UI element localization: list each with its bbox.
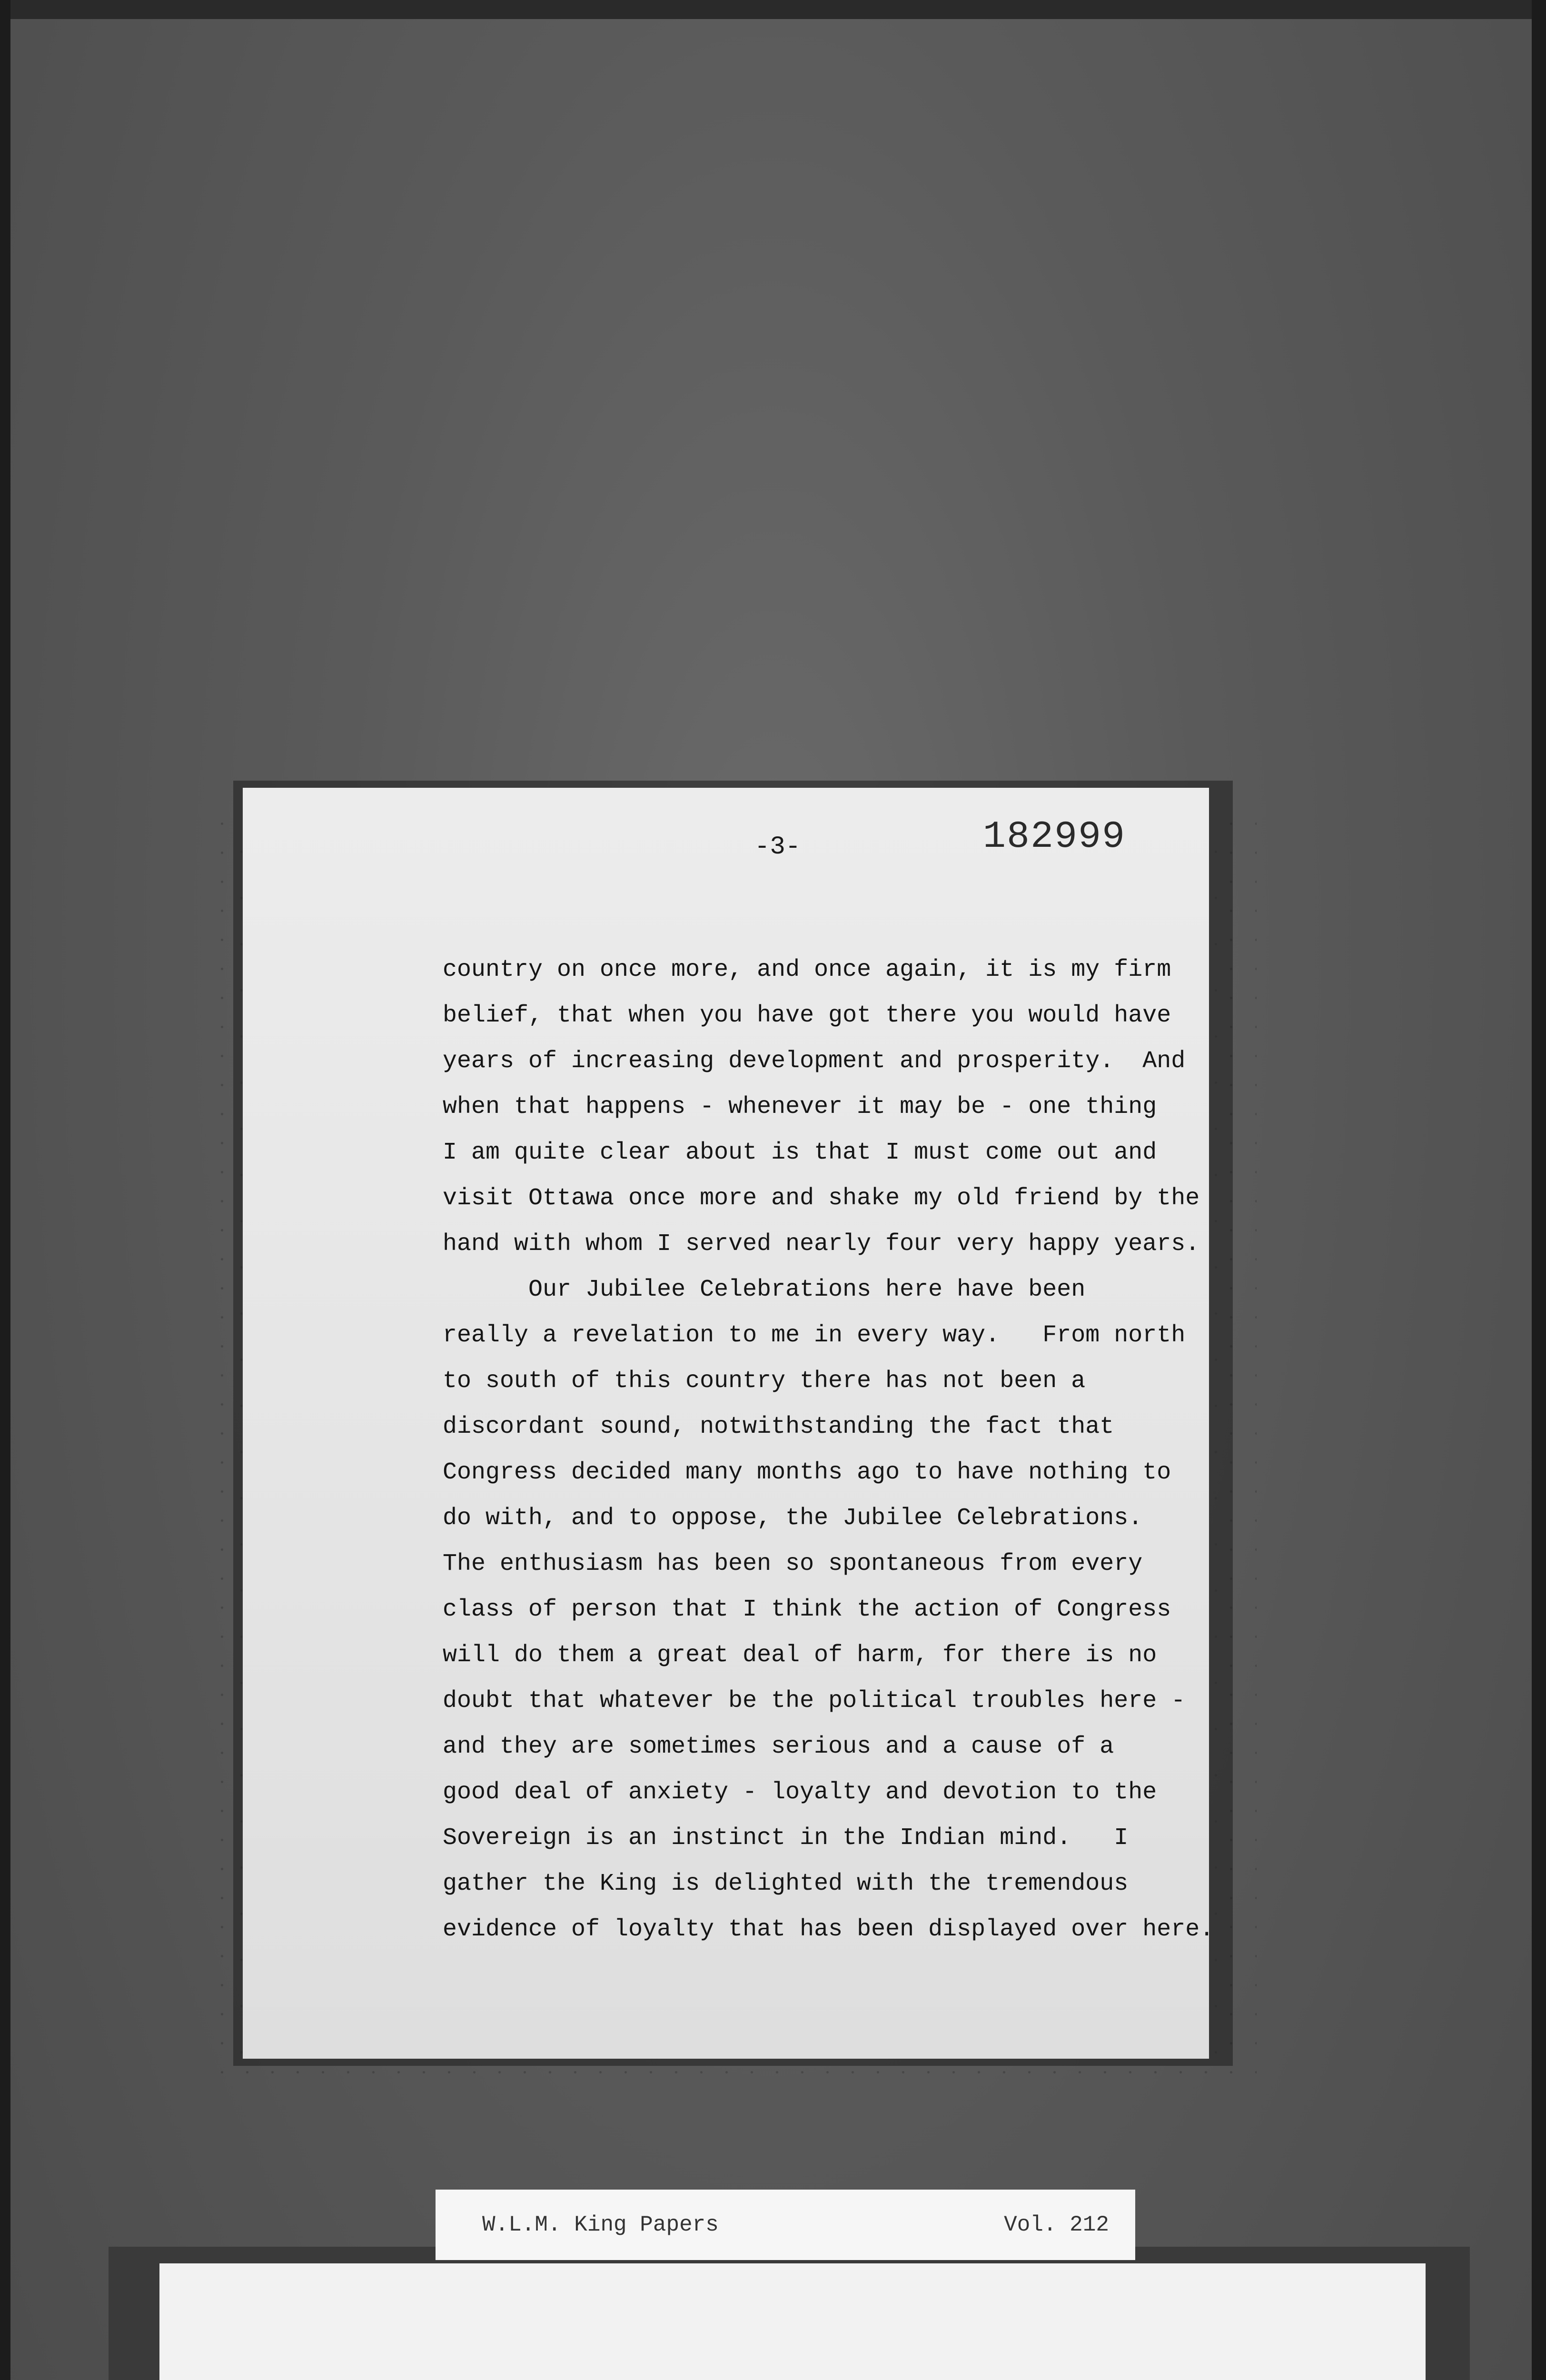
text-line: class of person that I think the action of Congress <box>443 1596 1171 1623</box>
text-line: really a revelation to me in every way. From north <box>443 1322 1186 1349</box>
text-line: Our Jubilee Celebrations here have been <box>443 1276 1086 1303</box>
text-line: to south of this country there has not been a <box>443 1368 1086 1395</box>
document-stamp-number: 182999 <box>983 815 1126 859</box>
text-line: evidence of loyalty that has been displayed over here. <box>443 1916 1214 1943</box>
text-line: good deal of anxiety - loyalty and devotion to the <box>443 1779 1157 1806</box>
volume-number: Vol. 212 <box>1004 2212 1109 2237</box>
text-line: discordant sound, notwithstanding the fact that <box>443 1413 1114 1440</box>
text-line: The enthusiasm has been so spontaneous from every <box>443 1550 1143 1577</box>
text-line: hand with whom I served nearly four very happy years. <box>443 1230 1200 1258</box>
film-right-edge <box>1532 0 1546 2380</box>
collection-label <box>436 2190 1135 2260</box>
text-line: Sovereign is an instinct in the Indian mind. I <box>443 1825 1129 1852</box>
film-top-edge <box>0 0 1546 19</box>
text-line: country on once more, and once again, it is my firm <box>443 956 1171 983</box>
text-line: will do them a great deal of harm, for there is no <box>443 1642 1157 1669</box>
letter-page <box>243 788 1214 2059</box>
film-left-edge <box>0 0 10 2380</box>
text-line: years of increasing development and prosperity. And <box>443 1048 1186 1075</box>
text-line: visit Ottawa once more and shake my old friend by the <box>443 1185 1200 1212</box>
text-line: when that happens - whenever it may be - one thing <box>443 1093 1157 1121</box>
text-line: and they are sometimes serious and a cause of a <box>443 1733 1114 1760</box>
text-line: doubt that whatever be the political troubles here - <box>443 1687 1186 1715</box>
text-line: do with, and to oppose, the Jubilee Celebrations. <box>443 1505 1143 1532</box>
collection-name: W.L.M. King Papers <box>482 2212 719 2237</box>
text-line: belief, that when you have got there you would have <box>443 1002 1171 1029</box>
text-line: Congress decided many months ago to have nothing to <box>443 1459 1171 1486</box>
text-line: gather the King is delighted with the tremendous <box>443 1870 1129 1897</box>
text-line: I am quite clear about is that I must come out and <box>443 1139 1157 1166</box>
letter-body <box>443 947 1214 1953</box>
archive-card <box>159 2263 1426 2380</box>
page-number: -3- <box>754 833 801 862</box>
